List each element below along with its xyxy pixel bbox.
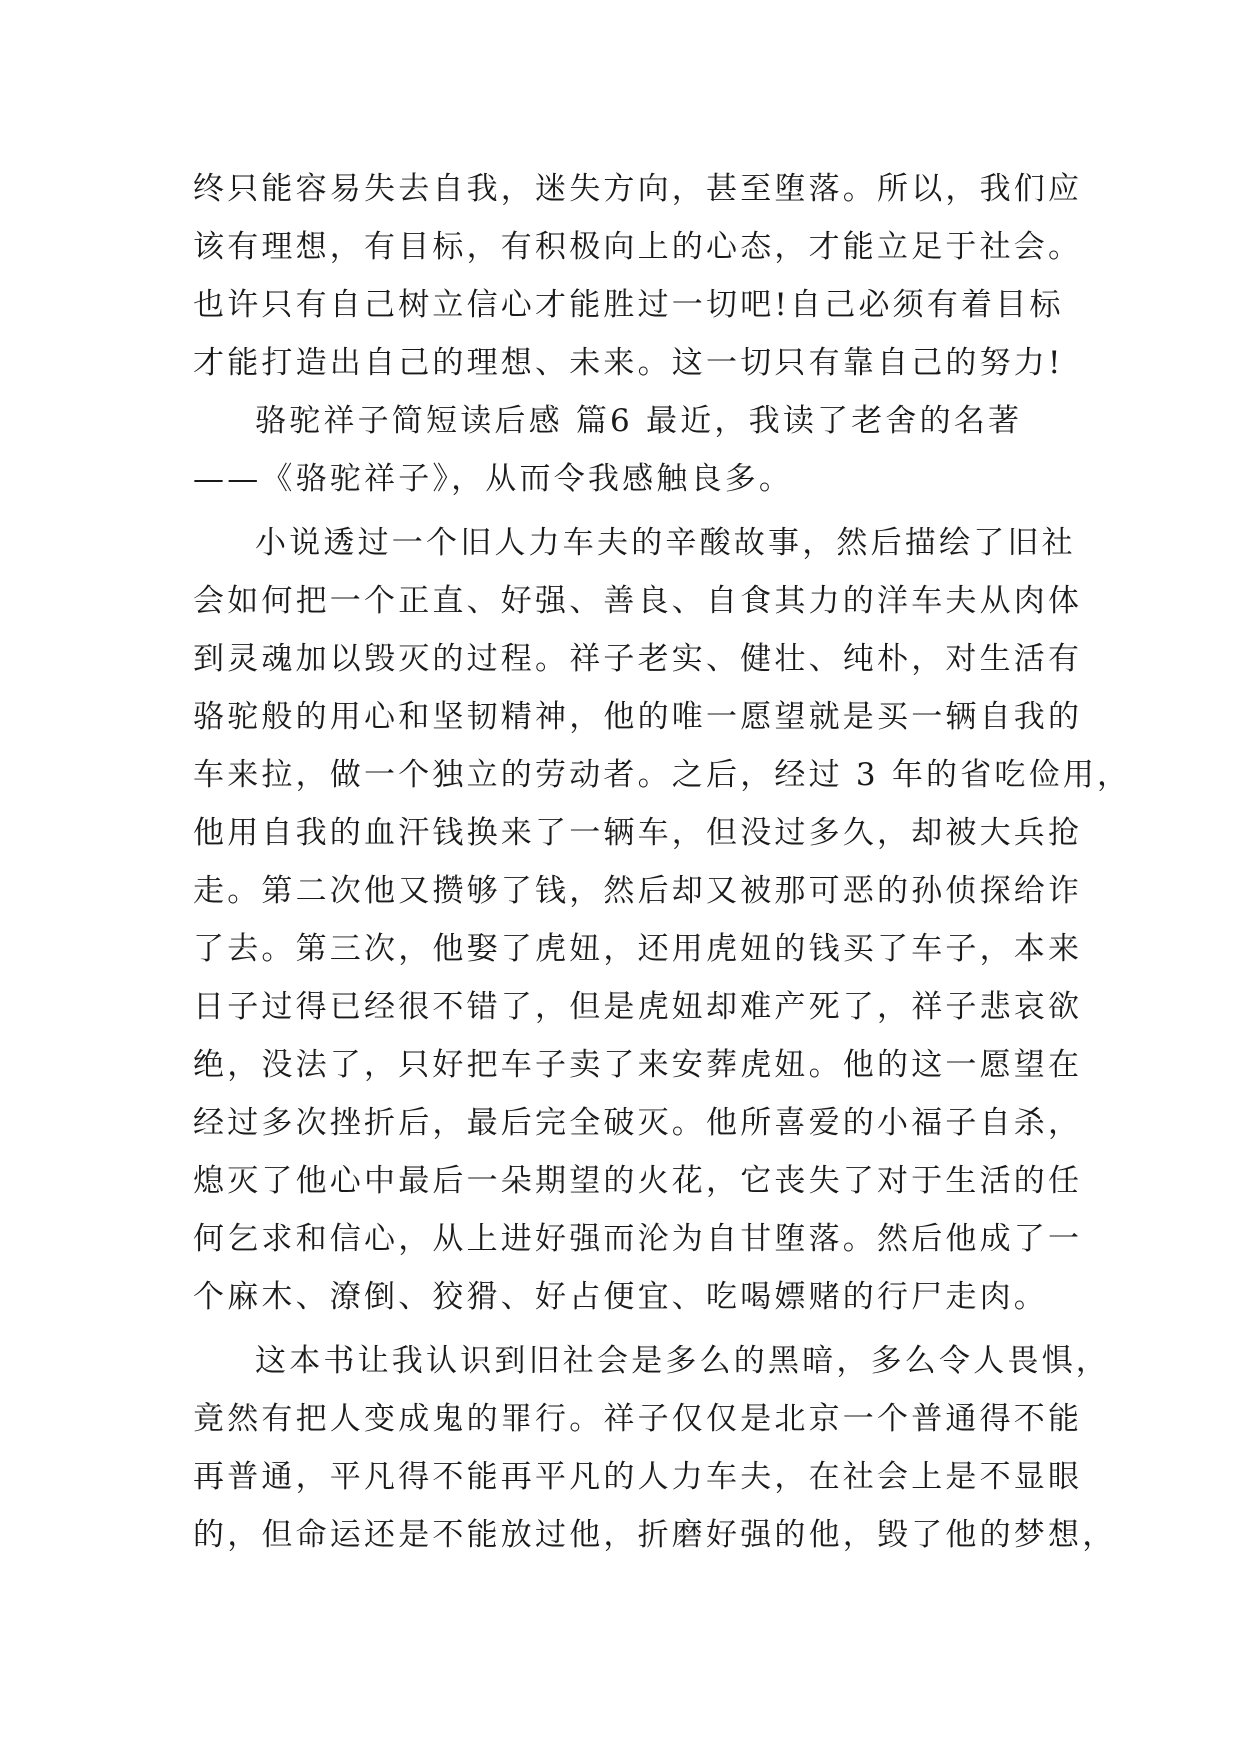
text-line: 日子过得已经很不错了，但是虎妞却难产死了，祥子悲哀欲 xyxy=(193,989,1083,1025)
text-line: 才能打造出自己的理想、未来。这一切只有靠自己的努力! xyxy=(193,345,1064,381)
text-line: 了去。第三次，他娶了虎妞，还用虎妞的钱买了车子，本来 xyxy=(193,931,1083,967)
text-line: 的，但命运还是不能放过他，折磨好强的他，毁了他的梦想， xyxy=(193,1517,1117,1553)
paragraph-start-line: 小说透过一个旧人力车夫的辛酸故事，然后描绘了旧社 xyxy=(255,525,1076,561)
text-line: 他用自我的血汗钱换来了一辆车，但没过多久，却被大兵抢 xyxy=(193,815,1083,851)
text-line: 竟然有把人变成鬼的罪行。祥子仅仅是北京一个普通得不能 xyxy=(193,1401,1083,1437)
text-line: 再普通，平凡得不能再平凡的人力车夫，在社会上是不显眼 xyxy=(193,1459,1083,1495)
text-line: 个麻木、潦倒、狡猾、好占便宜、吃喝嫖赌的行尸走肉。 xyxy=(193,1279,1048,1315)
paragraph-start-line: 这本书让我认识到旧社会是多么的黑暗，多么令人畏惧， xyxy=(255,1343,1110,1379)
text-line: 到灵魂加以毁灭的过程。祥子老实、健壮、纯朴，对生活有 xyxy=(193,641,1083,677)
text-line: 绝，没法了，只好把车子卖了来安葬虎妞。他的这一愿望在 xyxy=(193,1047,1083,1083)
text-line: 该有理想，有目标，有积极向上的心态，才能立足于社会。 xyxy=(193,229,1083,265)
text-line: 也许只有自己树立信心才能胜过一切吧!自己必须有着目标 xyxy=(193,287,1064,323)
text-line: ——《骆驼祥子》，从而令我感触良多。 xyxy=(193,461,794,497)
text-line: 何乞求和信心，从上进好强而沦为自甘堕落。然后他成了一 xyxy=(193,1221,1083,1257)
text-line: 走。第二次他又攒够了钱，然后却又被那可恶的孙侦探给诈 xyxy=(193,873,1083,909)
text-line: 会如何把一个正直、好强、善良、自食其力的洋车夫从肉体 xyxy=(193,583,1083,619)
text-line: 骆驼般的用心和坚韧精神，他的唯一愿望就是买一辆自我的 xyxy=(193,699,1083,735)
text-line: 车来拉，做一个独立的劳动者。之后，经过 3 年的省吃俭用， xyxy=(193,757,1132,793)
text-line: 经过多次挫折后，最后完全破灭。他所喜爱的小福子自杀， xyxy=(193,1105,1083,1141)
text-line: 熄灭了他心中最后一朵期望的火花，它丧失了对于生活的任 xyxy=(193,1163,1083,1199)
body-text xyxy=(193,160,1132,1564)
text-line: 终只能容易失去自我，迷失方向，甚至堕落。所以，我们应 xyxy=(193,171,1083,207)
section-heading-line: 骆驼祥子简短读后感 篇6 最近，我读了老舍的名著 xyxy=(255,403,1023,439)
